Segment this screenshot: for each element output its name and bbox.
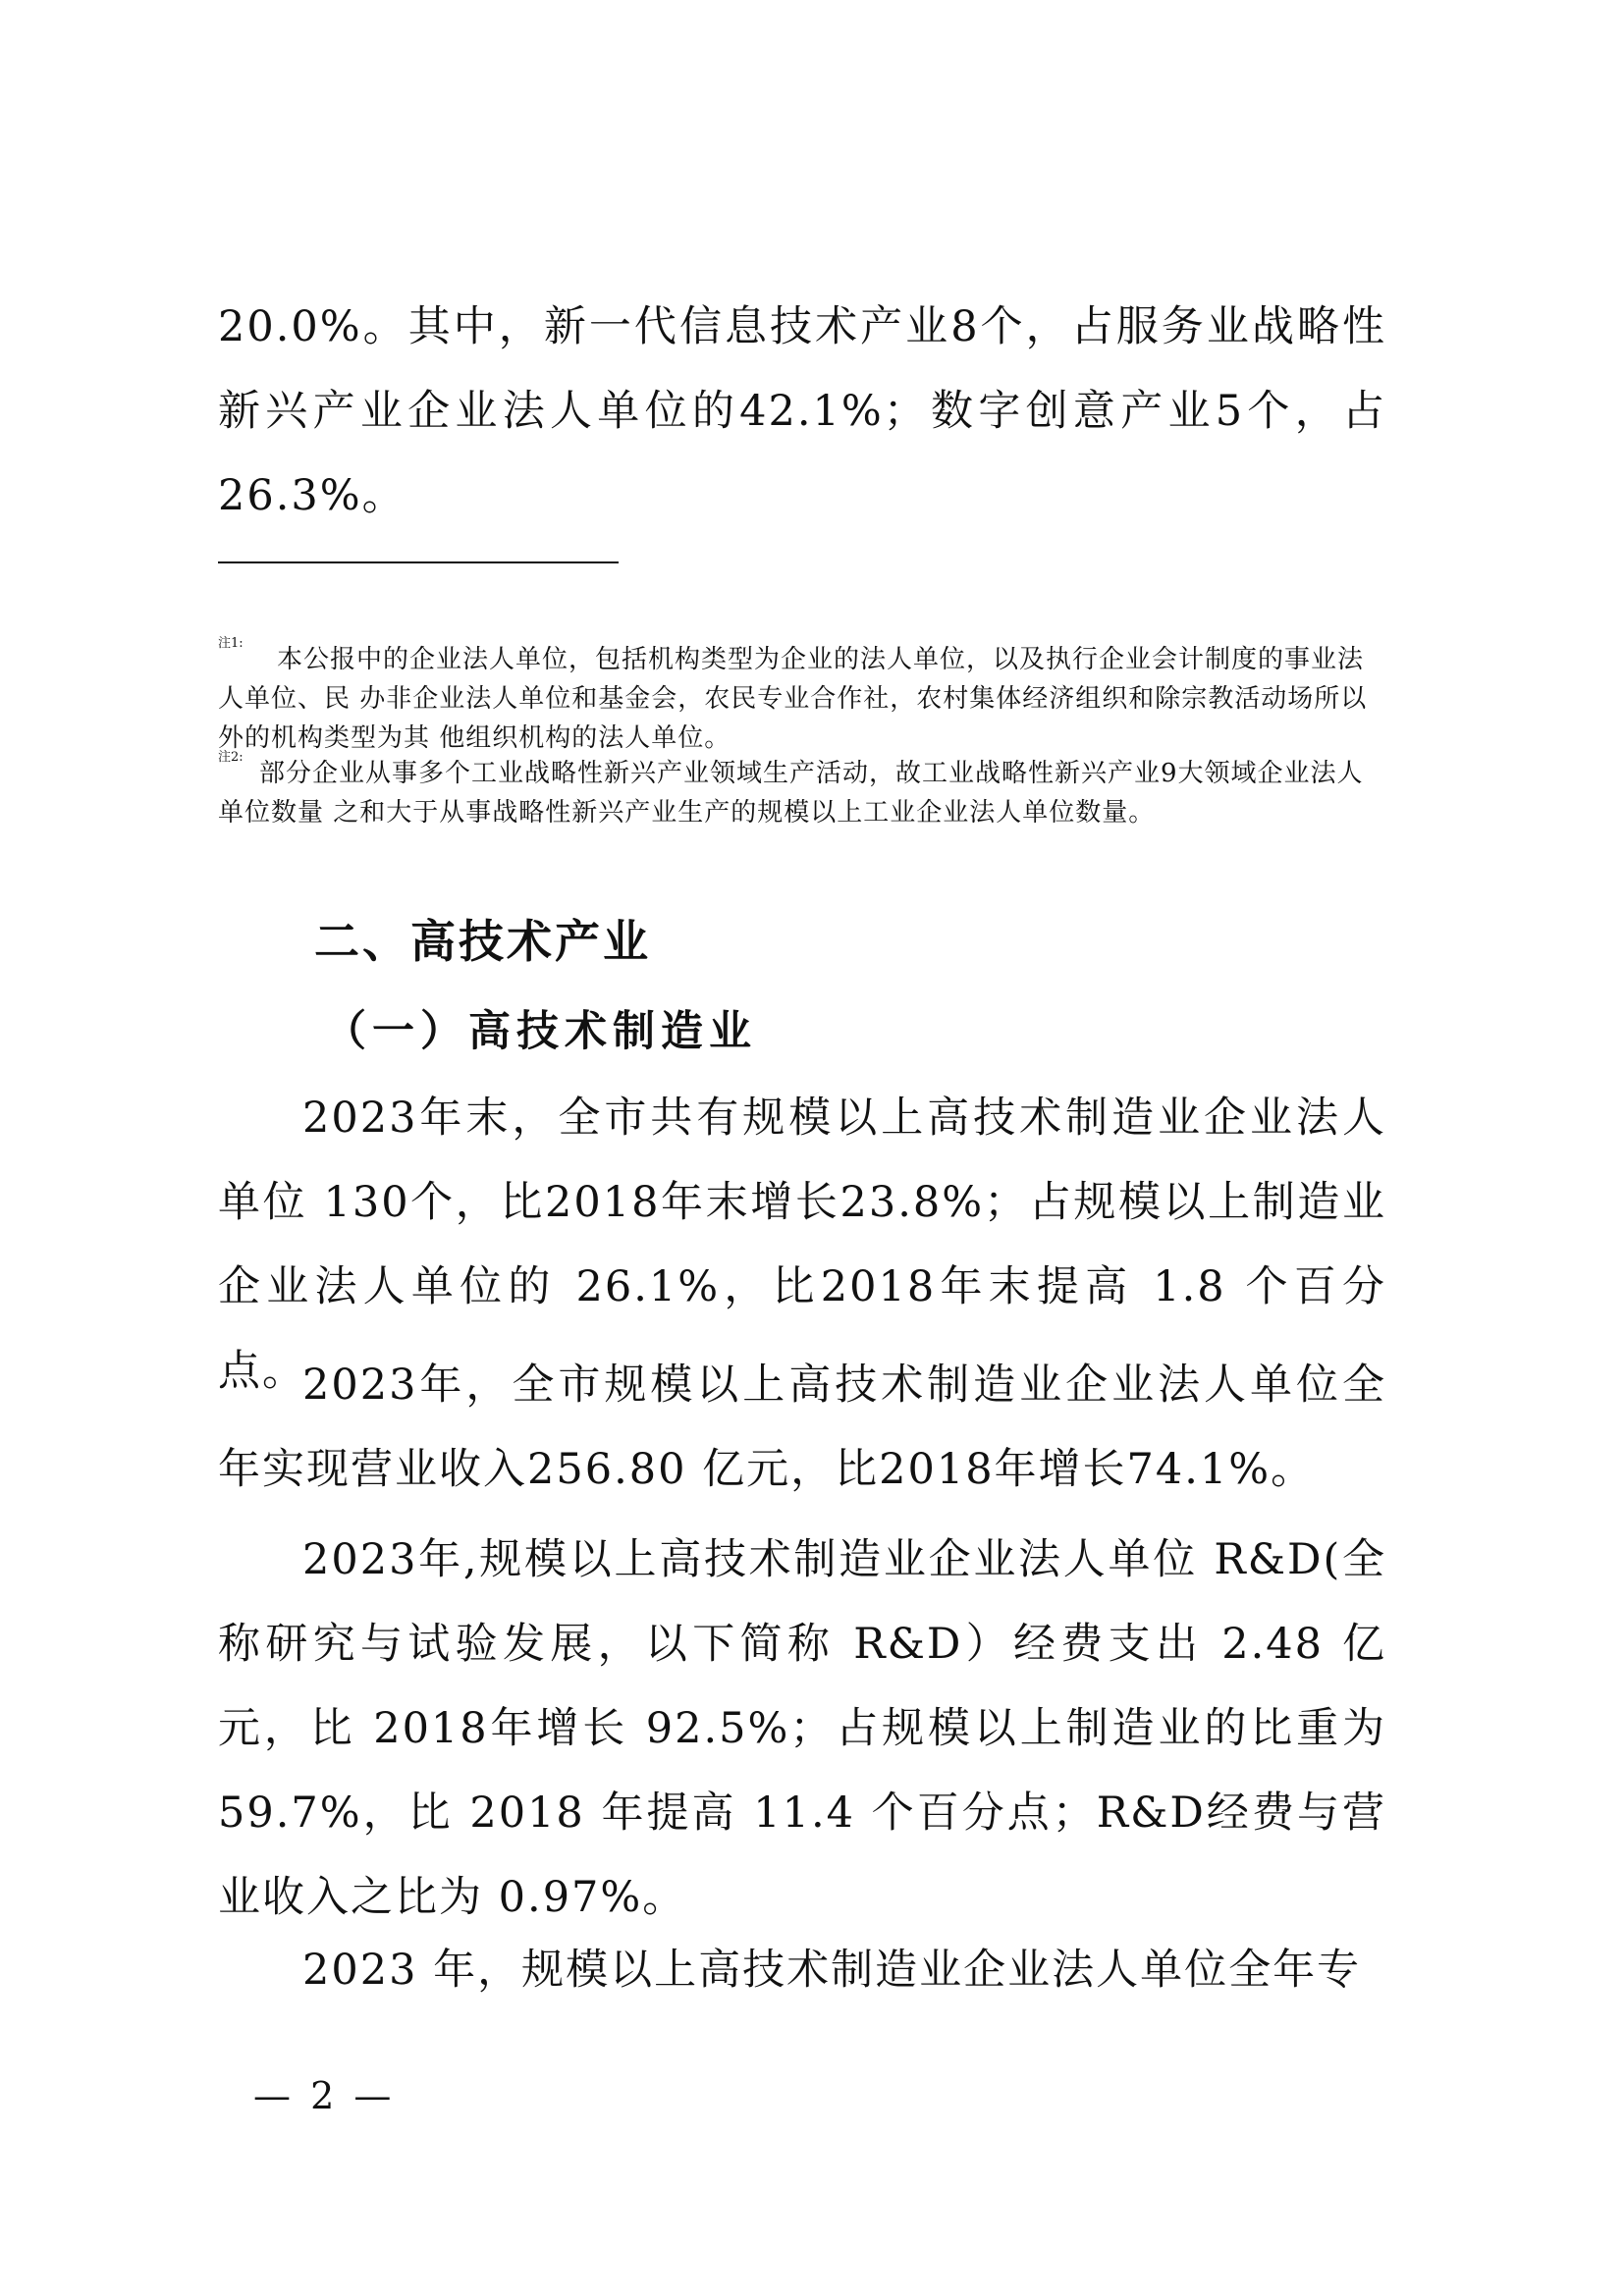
footnote-1-mark: 注1: <box>218 636 244 651</box>
footnote-2-mark: 注2: <box>218 750 244 765</box>
footnote-divider <box>218 561 619 563</box>
page-number: — 2 — <box>253 2074 396 2117</box>
paragraph-continued: 2023 年，规模以上高技术制造业企业法人单位全年专 <box>302 1946 1362 1995</box>
footnote-1-text: 本公报中的企业法人单位，包括机构类型为企业的法人单位，以及执行企业会计制度的事业法人单位、民 办非企业法人单位和基金会，农民专业合作社，农村集体经济组织和除宗教活动场所以外的机构类型为其 他组织机构的法人单位。 <box>218 645 1368 753</box>
paragraph-revenue: 2023年，全市规模以上高技术制造业企业法人单位全年实现营业收入256.80 亿元，比2018年增长74.1%。 <box>218 1361 1386 1494</box>
intro-paragraph: 20.0%。其中，新一代信息技术产业8个，占服务业战略性新兴产业企业法人单位的42.1%；数字创意产业5个，占26.3%。 <box>218 302 1386 520</box>
section-title: 二、高技术产业 <box>314 915 651 968</box>
footnote-2-text: 部分企业从事多个工业战略性新兴产业领域生产活动，故工业战略性新兴产业9大领域企业法人单位数量 之和大于从事战略性新兴产业生产的规模以上工业企业法人单位数量。 <box>218 759 1364 828</box>
paragraph-enterprises: 2023年末，全市共有规模以上高技术制造业企业法人单位 130个，比2018年末增长23.8%；占规模以上制造业企业法人单位的 26.1%，比2018年末提高 1.8 个百分点。 <box>218 1094 1386 1396</box>
paragraph-rnd: 2023年,规模以上高技术制造业企业法人单位 R&D(全称研究与试验发展，以下简称 R&D）经费支出 2.48 亿元，比 2018年增长 92.5%；占规模以上制造业的比重为 59.7%，比 2018 年提高 11.4 个百分点；R&D经费与营业收入之比为 0.97%。 <box>218 1535 1386 1922</box>
subsection-title: （一）高技术制造业 <box>324 1007 757 1056</box>
